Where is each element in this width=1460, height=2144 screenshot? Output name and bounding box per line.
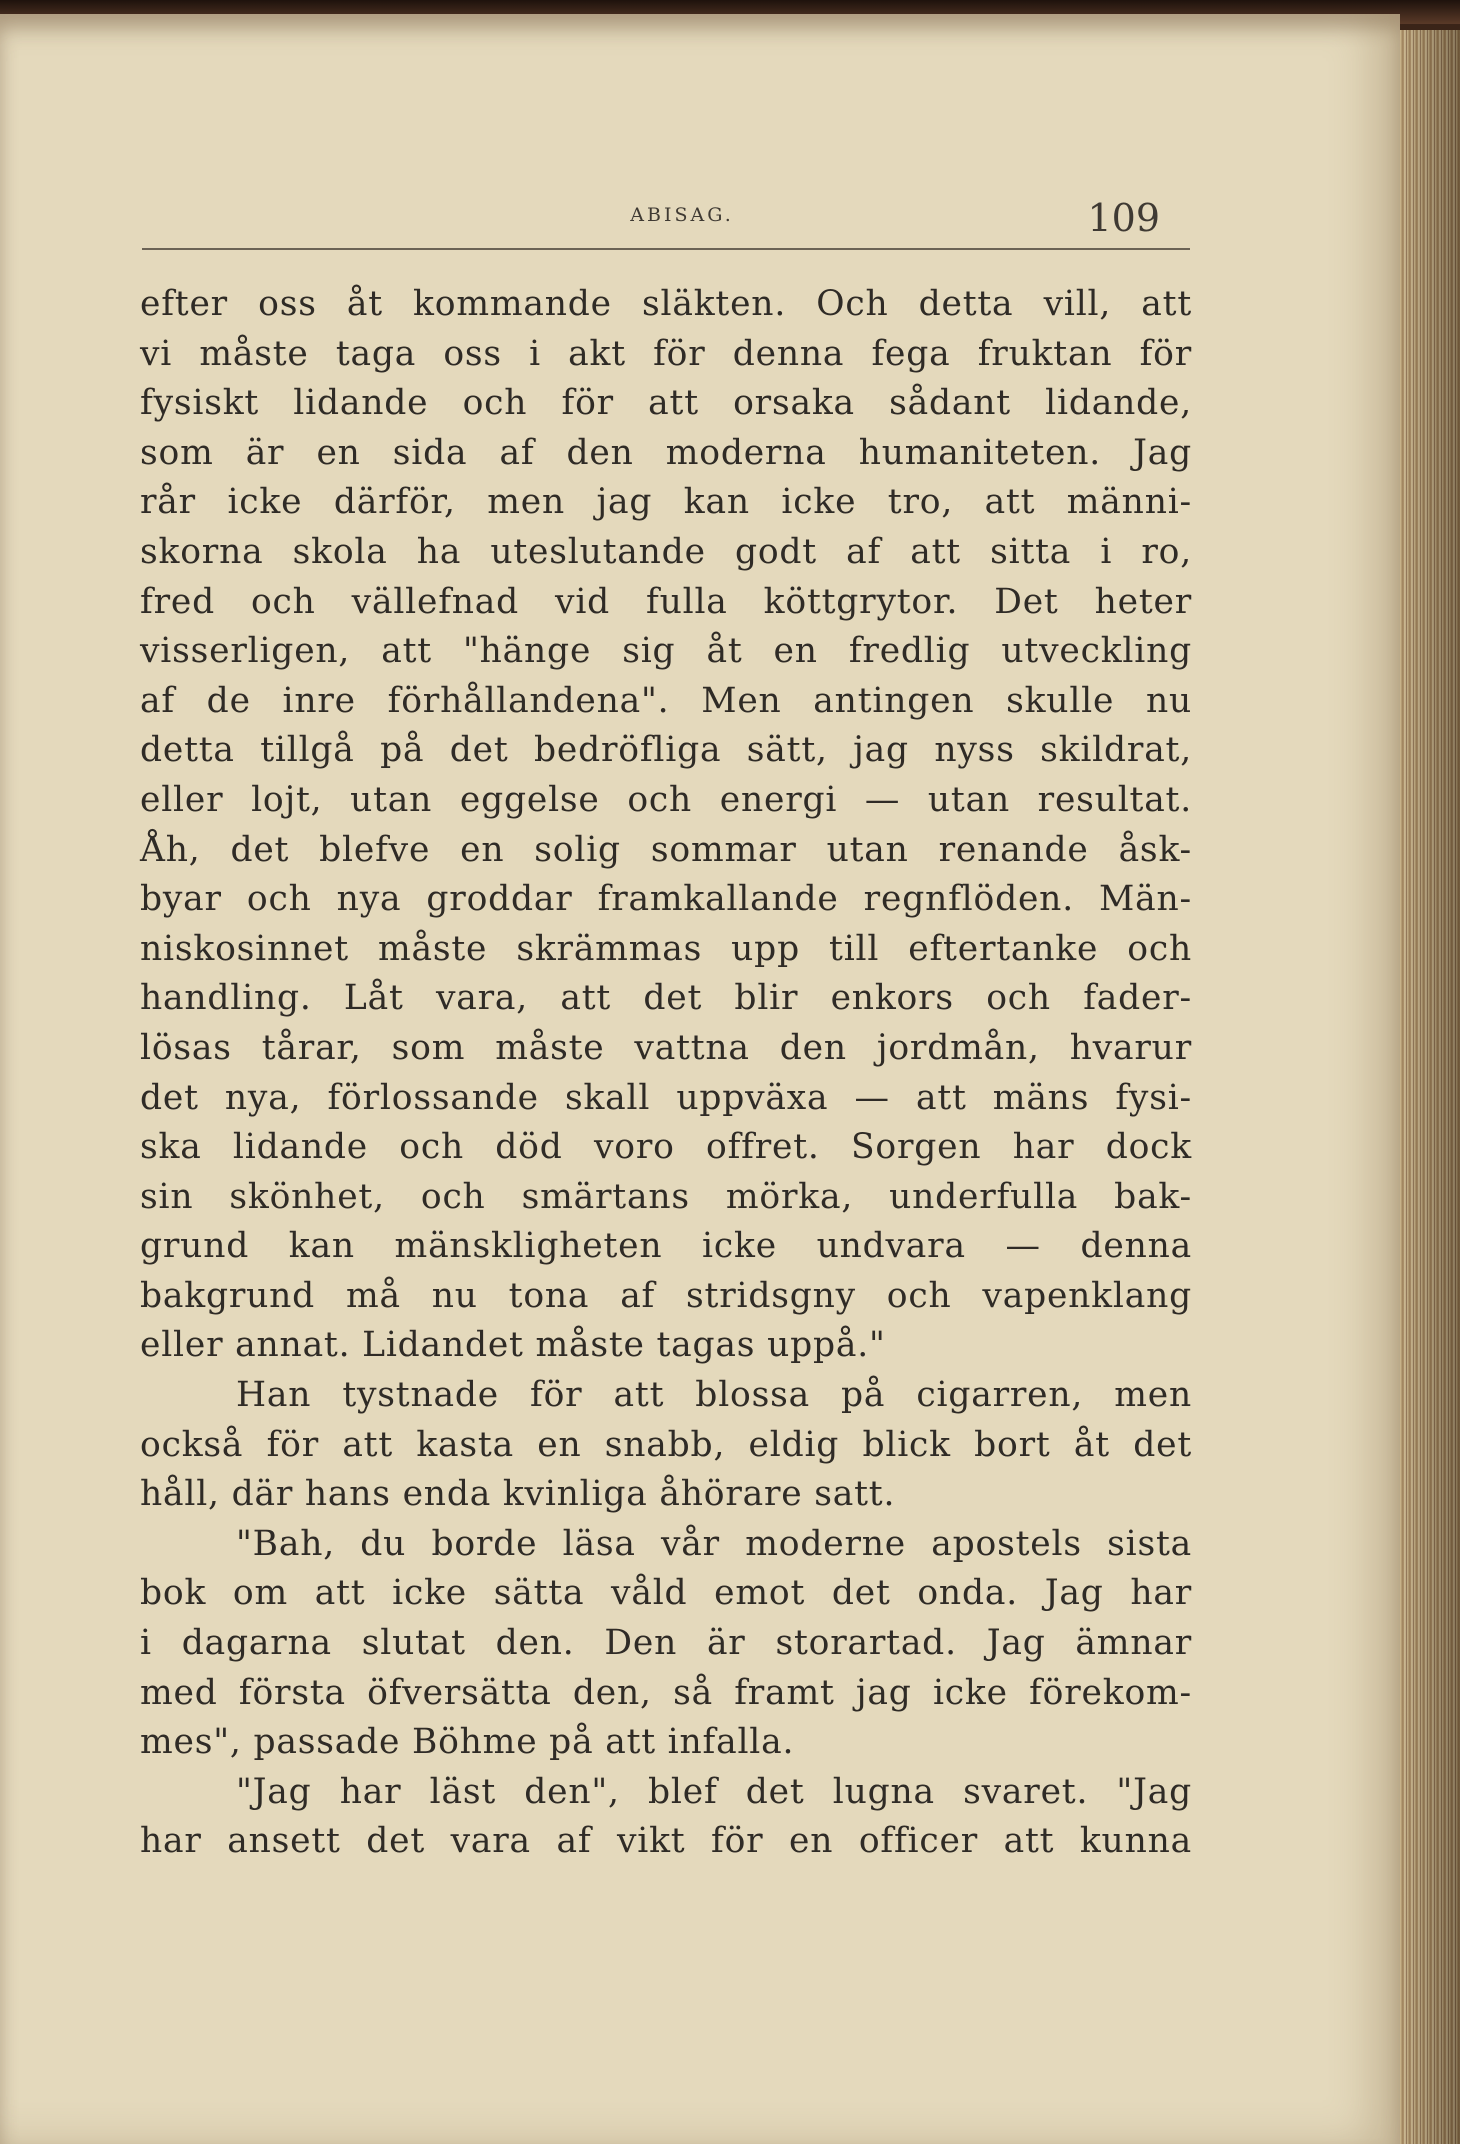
text-line: i dagarna slutat den. Den är storartad. Jag ämnar [140,1623,1192,1664]
text-line: fred och vällefnad vid fulla köttgrytor. Det heter [140,581,1192,622]
text-line: grund kan mänskligheten icke undvara — denna [140,1226,1192,1267]
text-line: af de inre förhållandena". Men antingen skulle nu [140,680,1192,721]
text-line: har ansett det vara af vikt för en officer att kunna [140,1821,1192,1862]
text-line: som är en sida af den moderna humaniteten. Jag [140,432,1192,473]
text-line: också för att kasta en snabb, eldig blick bort åt det [140,1424,1192,1465]
text-line: byar och nya groddar framkallande regnflöden. Män- [140,879,1192,920]
text-line: "Bah, du borde läsa vår moderne apostels sista [236,1523,1192,1564]
text-line: mes", passade Böhme på att infalla. [140,1722,795,1763]
text-line: det nya, förlossande skall uppväxa — att mäns fysi- [140,1077,1192,1118]
text-line: eller lojt, utan eggelse och energi — utan resultat. [140,779,1192,820]
page-number: 109 [1087,196,1160,240]
body-text [140,280,1192,1867]
text-line: eller annat. Lidandet måste tagas uppå." [140,1325,886,1366]
text-line: visserligen, att "hänge sig åt en fredlig utveckling [140,631,1192,672]
text-line: efter oss åt kommande släkten. Och detta vill, att [140,284,1192,324]
text-line: med första öfversätta den, så framt jag icke förekom- [140,1672,1192,1713]
book-page-edges [1400,30,1460,2144]
paper-sheet [0,14,1400,2144]
text-line: skorna skola ha uteslutande godt af att sitta i ro, [140,531,1192,572]
text-line: detta tillgå på det bedröfliga sätt, jag nyss skildrat, [140,730,1192,771]
text-line: håll, där hans enda kvinliga åhörare satt. [140,1474,896,1515]
running-head [142,196,1190,250]
text-line: handling. Låt vara, att det blir enkors och fader- [140,978,1192,1019]
text-line: ska lidande och död voro offret. Sorgen har dock [140,1127,1192,1168]
text-line: lösas tårar, som måste vattna den jordmån, hvarur [140,1027,1192,1068]
text-line: fysiskt lidande och för att orsaka sådant lidande, [140,383,1192,424]
text-line: niskosinnet måste skrämmas upp till eftertanke och [140,928,1192,969]
running-head-title: ABISAG. [630,204,734,226]
text-line: bok om att icke sätta våld emot det onda. Jag har [140,1573,1192,1614]
text-line: Han tystnade för att blossa på cigarren, men [236,1375,1192,1416]
text-line: Åh, det blefve en solig sommar utan renande åsk- [140,829,1192,870]
text-line: bakgrund må nu tona af stridsgny och vapenklang [140,1275,1192,1316]
text-line: vi måste taga oss i akt för denna fega fruktan för [140,333,1192,374]
text-line: sin skönhet, och smärtans mörka, underfulla bak- [140,1176,1192,1217]
text-line: "Jag har läst den", blef det lugna svaret. "Jag [236,1771,1192,1812]
text-line: rår icke därför, men jag kan icke tro, att männi- [140,482,1192,523]
